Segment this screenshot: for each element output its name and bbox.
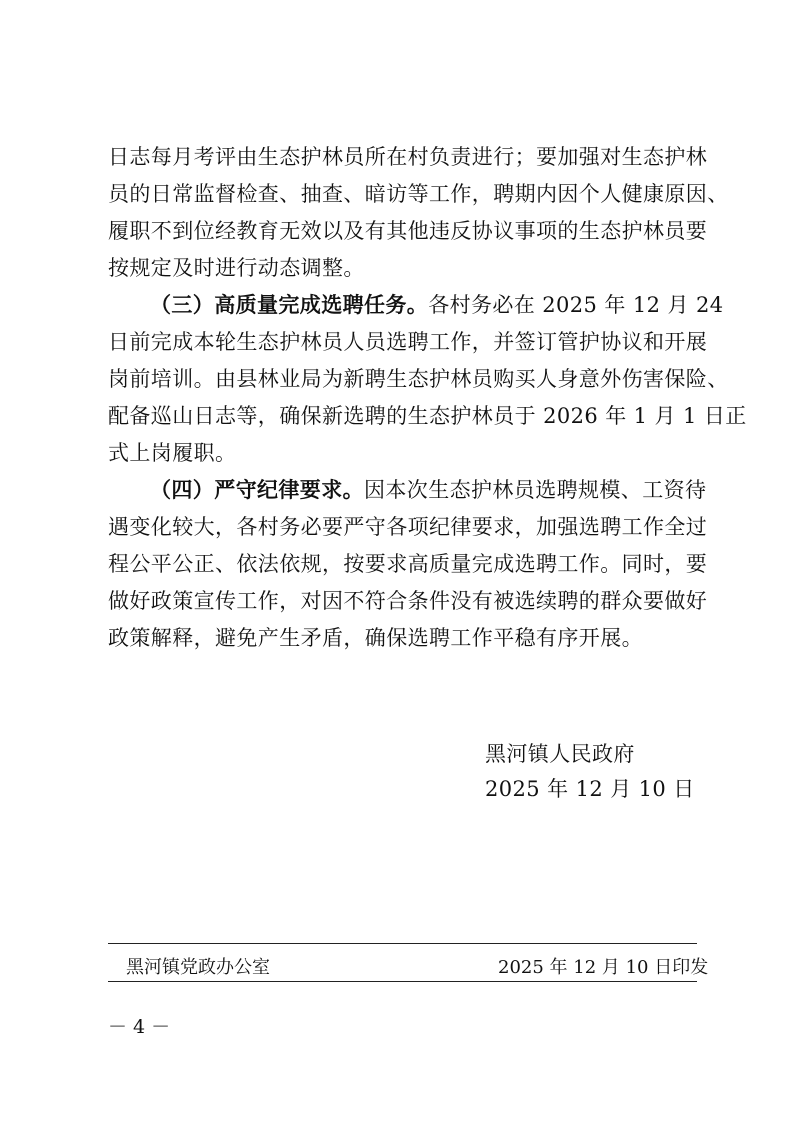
- section-4-line-1: 因本次生态护林员选聘规模、工资待: [364, 478, 707, 502]
- footer-issuer: 黑河镇党政办公室: [126, 957, 270, 978]
- section-4-heading: （四）严守纪律要求。: [150, 478, 364, 502]
- section-4-line-2: 遇变化较大，各村务必要严守各项纪律要求，加强选聘工作全过: [108, 515, 708, 539]
- body-line-4: 按规定及时进行动态调整。: [108, 256, 365, 280]
- section-3-line-2: 日前完成本轮生态护林员人员选聘工作，并签订管护协议和开展: [108, 330, 708, 354]
- body-line-2: 员的日常监督检查、抽查、暗访等工作，聘期内因个人健康原因、: [108, 182, 729, 206]
- body-line-3: 履职不到位经教育无效以及有其他违反协议事项的生态护林员要: [108, 219, 708, 243]
- section-3-line-5: 式上岗履职。: [108, 441, 237, 465]
- page-number: － 4 －: [108, 1016, 171, 1038]
- footer-top-rule: [108, 943, 697, 944]
- section-4-line-4: 做好政策宣传工作，对因不符合条件没有被选续聘的群众要做好: [108, 589, 708, 613]
- section-3-line-1: 各村务必在 2025 年 12 月 24: [428, 293, 724, 317]
- signature-date: 2025 年 12 月 10 日: [485, 777, 695, 801]
- body-line-1: 日志每月考评由生态护林员所在村负责进行；要加强对生态护林: [108, 145, 708, 169]
- signature-organization: 黑河镇人民政府: [485, 742, 635, 766]
- section-3-heading: （三）高质量完成选聘任务。: [150, 293, 429, 317]
- section-3-line-3: 岗前培训。由县林业局为新聘生态护林员购买人身意外伤害保险、: [108, 367, 729, 391]
- section-4-line-3: 程公平公正、依法依规，按要求高质量完成选聘工作。同时，要: [108, 552, 708, 576]
- footer-bottom-rule: [108, 981, 697, 982]
- section-3-first-line: [150, 288, 724, 322]
- section-4-line-5: 政策解释，避免产生矛盾，确保选聘工作平稳有序开展。: [108, 626, 643, 650]
- section-3-line-4: 配备巡山日志等，确保新选聘的生态护林员于 2026 年 1 月 1 日正: [108, 404, 747, 428]
- section-4-first-line: [150, 473, 707, 507]
- footer-printed-date: 2025 年 12 月 10 日印发: [498, 957, 709, 978]
